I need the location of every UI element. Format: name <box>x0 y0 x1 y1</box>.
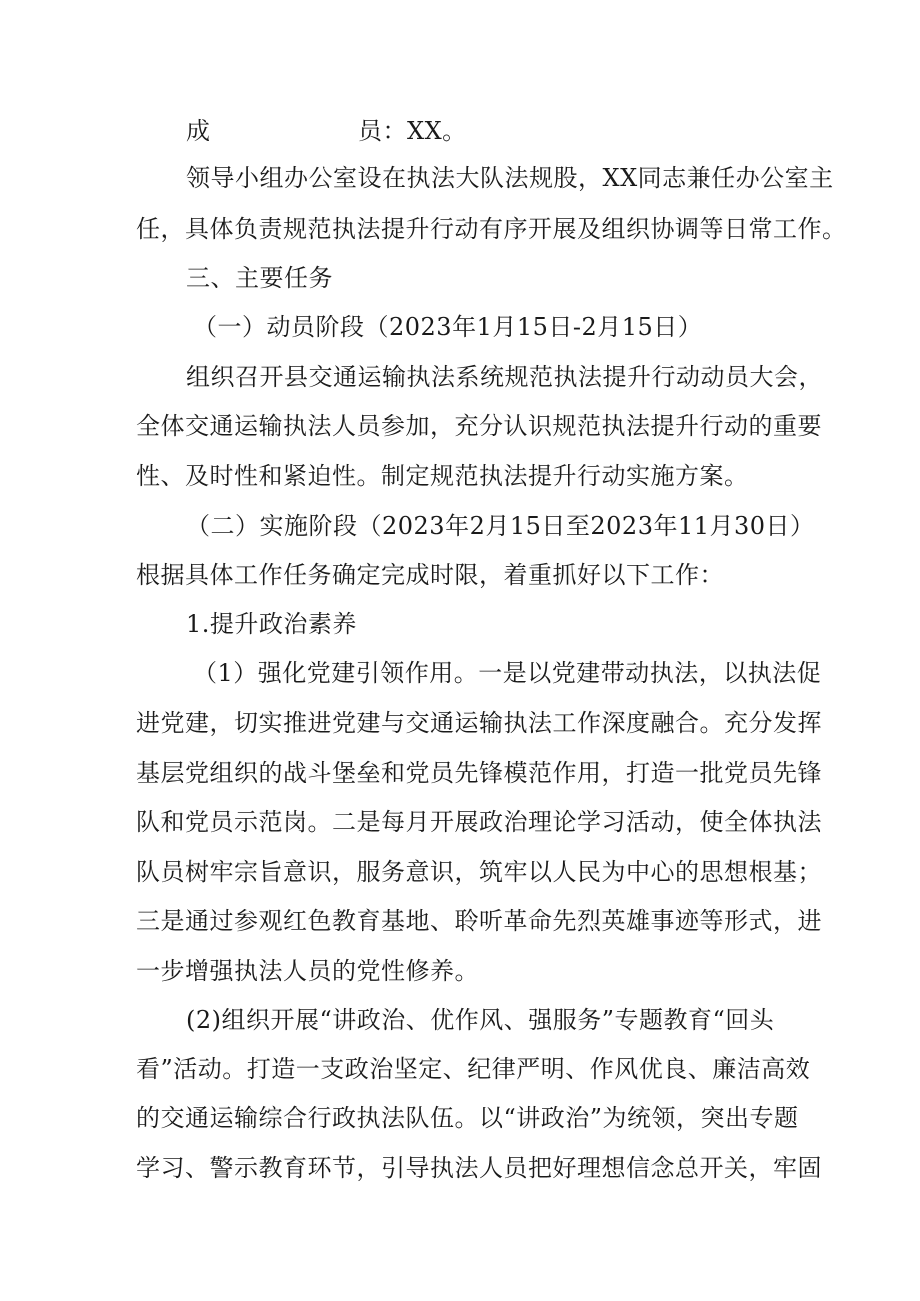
subsection-heading: （二）实施阶段（2023年2月15日至2023年11月30日） <box>186 512 815 540</box>
paragraph-line: 学习、警示教育环节，引导执法人员把好理想信念总开关，牢固 <box>136 1154 822 1182</box>
section-heading: 三、主要任务 <box>186 264 333 292</box>
item-heading: 1.提升政治素养 <box>186 610 357 638</box>
paragraph-line: （1）强化党建引领作用。一是以党建带动执法，以执法促 <box>193 659 822 687</box>
paragraph-line: 全体交通运输执法人员参加，充分认识规范执法提升行动的重要 <box>136 412 822 440</box>
member-value: 员：XX。 <box>358 117 467 145</box>
paragraph-line: (2)组织开展“讲政治、优作风、强服务”专题教育“回头 <box>186 1006 775 1034</box>
paragraph-line: 根据具体工作任务确定完成时限，着重抓好以下工作： <box>136 561 724 589</box>
paragraph-line: 组织召开县交通运输执法系统规范执法提升行动动员大会， <box>186 363 823 391</box>
paragraph-line: 的交通运输综合行政执法队伍。以“讲政治”为统领，突出专题 <box>136 1104 799 1132</box>
paragraph-line: 基层党组织的战斗堡垒和党员先锋模范作用，打造一批党员先锋 <box>136 759 822 787</box>
member-line <box>0 113 920 149</box>
paragraph-line: 性、及时性和紧迫性。制定规范执法提升行动实施方案。 <box>136 462 749 490</box>
paragraph-line: 领导小组办公室设在执法大队法规股，XX同志兼任办公室主 <box>186 164 834 192</box>
subsection-heading: （一）动员阶段（2023年1月15日-2月15日） <box>193 313 703 341</box>
paragraph-line: 队员树牢宗旨意识，服务意识，筑牢以人民为中心的思想根基； <box>136 858 822 886</box>
paragraph-line: 一步增强执法人员的党性修养。 <box>136 957 479 985</box>
paragraph-line: 看”活动。打造一支政治坚定、纪律严明、作风优良、廉洁高效 <box>136 1055 811 1083</box>
member-label: 成 <box>186 117 211 145</box>
paragraph-line: 队和党员示范岗。二是每月开展政治理论学习活动，使全体执法 <box>136 808 822 836</box>
paragraph-line: 三是通过参观红色教育基地、聆听革命先烈英雄事迹等形式，进 <box>136 907 822 935</box>
paragraph-line: 进党建，切实推进党建与交通运输执法工作深度融合。充分发挥 <box>136 709 822 737</box>
paragraph-line: 任，具体负责规范执法提升行动有序开展及组织协调等日常工作。 <box>136 215 847 243</box>
